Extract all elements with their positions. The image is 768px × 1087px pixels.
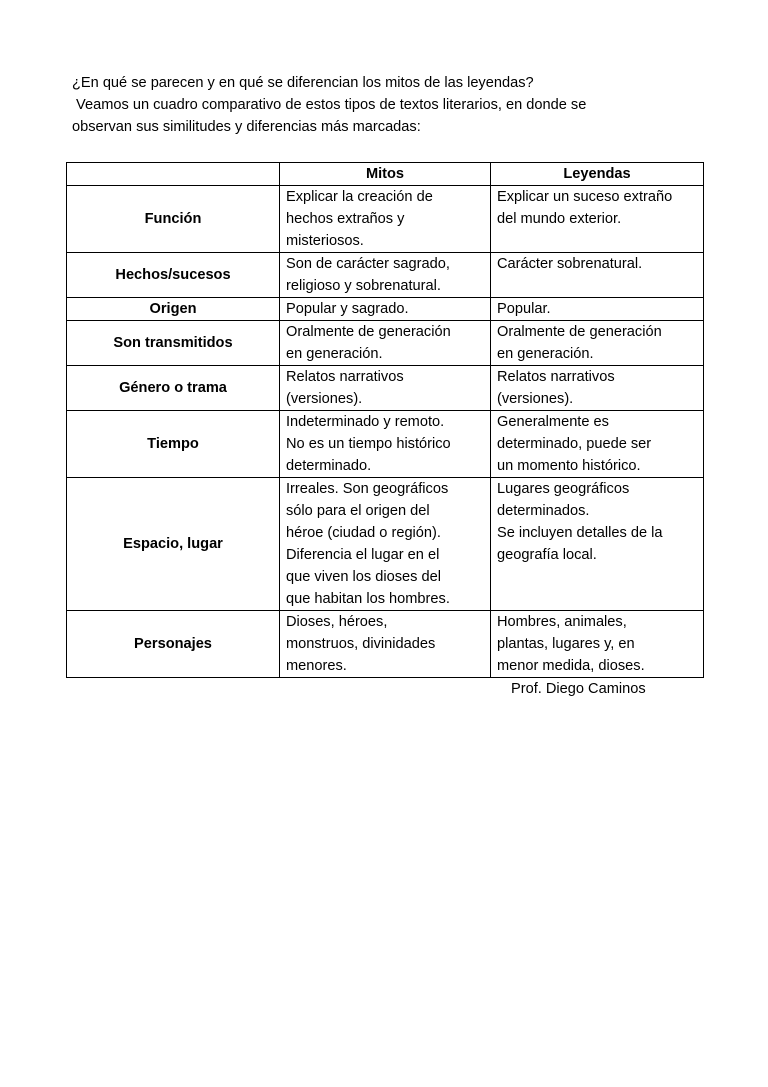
leyendas-cell-line: del mundo exterior.: [497, 211, 622, 227]
leyendas-cell: [491, 366, 704, 411]
mitos-cell: [280, 298, 491, 321]
row-label: Función: [67, 186, 280, 253]
leyendas-cell-line: Explicar un suceso extraño: [497, 189, 673, 205]
leyendas-cell-line: determinados.: [497, 503, 590, 519]
leyendas-cell: [491, 186, 704, 253]
mitos-cell-line: que habitan los hombres.: [286, 591, 450, 607]
row-label: Origen: [67, 298, 280, 321]
mitos-cell-line: Oralmente de generación: [286, 324, 451, 340]
leyendas-cell: [491, 253, 704, 298]
leyendas-cell-line: en generación.: [497, 346, 594, 362]
mitos-cell-line: determinado.: [286, 458, 372, 474]
intro-text: [72, 72, 712, 138]
mitos-cell-line: Explicar la creación de: [286, 189, 433, 205]
leyendas-cell-line: Oralmente de generación: [497, 324, 662, 340]
mitos-cell-line: (versiones).: [286, 391, 363, 407]
row-label: Personajes: [67, 611, 280, 678]
header-mitos: Mitos: [280, 163, 491, 186]
mitos-cell: [280, 366, 491, 411]
leyendas-cell-line: geografía local.: [497, 547, 597, 563]
table-header-row: [67, 163, 704, 186]
leyendas-cell-line: Lugares geográficos: [497, 481, 630, 497]
row-label: Espacio, lugar: [67, 478, 280, 611]
mitos-cell-line: sólo para el origen del: [286, 503, 430, 519]
mitos-cell-line: Diferencia el lugar en el: [286, 547, 440, 563]
header-leyendas: Leyendas: [491, 163, 704, 186]
mitos-cell: [280, 411, 491, 478]
leyendas-cell: [491, 478, 704, 611]
table-row: [67, 611, 704, 678]
intro-line-2: Veamos un cuadro comparativo de estos tipos de textos literarios, en donde se: [72, 97, 587, 113]
mitos-cell-line: Dioses, héroes,: [286, 614, 388, 630]
mitos-cell-line: Popular y sagrado.: [286, 301, 409, 317]
leyendas-cell: [491, 411, 704, 478]
leyendas-cell-line: Hombres, animales,: [497, 614, 627, 630]
leyendas-cell-line: (versiones).: [497, 391, 574, 407]
leyendas-cell: [491, 298, 704, 321]
mitos-cell-line: misteriosos.: [286, 233, 364, 249]
intro-line-3: observan sus similitudes y diferencias más marcadas:: [72, 119, 421, 135]
table-row: [67, 186, 704, 253]
mitos-cell-line: Relatos narrativos: [286, 369, 404, 385]
table-row: [67, 298, 704, 321]
mitos-cell: [280, 186, 491, 253]
leyendas-cell-line: determinado, puede ser: [497, 436, 652, 452]
mitos-cell-line: menores.: [286, 658, 347, 674]
mitos-cell-line: No es un tiempo histórico: [286, 436, 451, 452]
leyendas-cell: [491, 321, 704, 366]
leyendas-cell-line: plantas, lugares y, en: [497, 636, 635, 652]
mitos-cell-line: Irreales. Son geográficos: [286, 481, 449, 497]
mitos-cell: [280, 253, 491, 298]
row-label: Género o trama: [67, 366, 280, 411]
table-body: [67, 186, 704, 678]
comparison-table: [66, 162, 704, 678]
mitos-cell: [280, 478, 491, 611]
table-row: [67, 253, 704, 298]
mitos-cell-line: Indeterminado y remoto.: [286, 414, 445, 430]
intro-line-1: ¿En qué se parecen y en qué se diferencian los mitos de las leyendas?: [72, 75, 534, 91]
mitos-cell-line: héroe (ciudad o región).: [286, 525, 441, 541]
leyendas-cell-line: Relatos narrativos: [497, 369, 615, 385]
leyendas-cell-line: un momento histórico.: [497, 458, 641, 474]
mitos-cell: [280, 321, 491, 366]
mitos-cell-line: monstruos, divinidades: [286, 636, 436, 652]
row-label: Tiempo: [67, 411, 280, 478]
leyendas-cell-line: menor medida, dioses.: [497, 658, 645, 674]
row-label: Son transmitidos: [67, 321, 280, 366]
table-row: [67, 321, 704, 366]
author-signature: Prof. Diego Caminos: [511, 681, 646, 697]
header-empty: [67, 163, 280, 186]
table-row: [67, 366, 704, 411]
table-row: [67, 478, 704, 611]
table-row: [67, 411, 704, 478]
mitos-cell-line: hechos extraños y: [286, 211, 405, 227]
leyendas-cell-line: Carácter sobrenatural.: [497, 256, 643, 272]
row-label: Hechos/sucesos: [67, 253, 280, 298]
leyendas-cell-line: Se incluyen detalles de la: [497, 525, 663, 541]
mitos-cell-line: religioso y sobrenatural.: [286, 278, 441, 294]
mitos-cell-line: que viven los dioses del: [286, 569, 441, 585]
leyendas-cell-line: Generalmente es: [497, 414, 609, 430]
mitos-cell-line: en generación.: [286, 346, 383, 362]
mitos-cell-line: Son de carácter sagrado,: [286, 256, 450, 272]
leyendas-cell-line: Popular.: [497, 301, 551, 317]
leyendas-cell: [491, 611, 704, 678]
mitos-cell: [280, 611, 491, 678]
